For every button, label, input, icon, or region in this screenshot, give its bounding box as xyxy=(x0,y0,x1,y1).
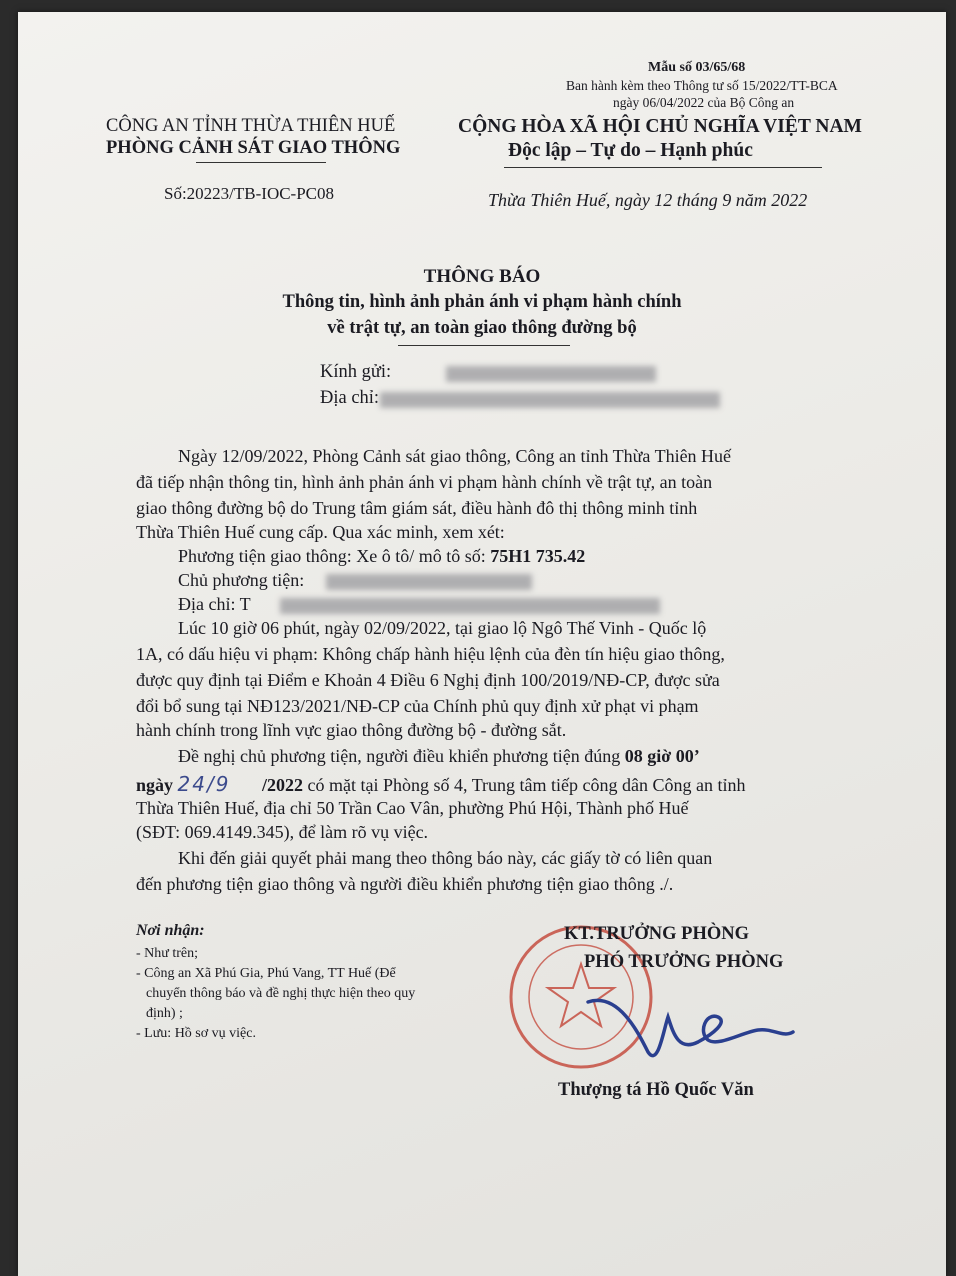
document-number: Số:20223/TB-IOC-PC08 xyxy=(164,184,335,203)
issuing-org-line1: CÔNG AN TỈNH THỪA THIÊN HUẾ xyxy=(106,116,396,136)
form-number: Mẫu số 03/65/68 xyxy=(648,60,746,75)
form-reference-line1: Ban hành kèm theo Thông tư số 15/2022/TT-BCA xyxy=(566,78,838,93)
recipient-label: Kính gửi: xyxy=(320,362,392,382)
receiver-item-1: - Như trên; xyxy=(136,946,199,961)
signature-title-line1: KT.TRƯỞNG PHÒNG xyxy=(564,924,749,944)
org-underline xyxy=(196,162,326,163)
national-motto: Độc lập – Tự do – Hạnh phúc xyxy=(508,140,753,161)
paragraph2-line2: 1A, có dấu hiệu vi phạm: Không chấp hành hiệu lệnh của đèn tín hiệu giao thông, xyxy=(136,644,725,664)
receiver-item-2-line3: định) ; xyxy=(146,1006,183,1021)
recipient-address-label: Địa chỉ: xyxy=(320,388,380,408)
paragraph3-line2-text: có mặt tại Phòng số 4, Trung tâm tiếp công dân Công an tỉnh xyxy=(303,775,746,795)
receivers-title: Nơi nhận: xyxy=(136,922,205,939)
paragraph2-line5: hành chính trong lĩnh vực giao thông đường bộ - đường sắt. xyxy=(136,720,567,740)
paragraph1-line3: giao thông đường bộ do Trung tâm giám sát, điều hành đô thị thông minh tỉnh xyxy=(136,498,698,518)
paragraph3-line1 xyxy=(178,746,700,767)
document-title: THÔNG BÁO xyxy=(423,266,541,287)
vehicle-line xyxy=(178,546,585,567)
redacted-recipient-name xyxy=(446,366,656,382)
receiver-item-3: - Lưu: Hồ sơ vụ việc. xyxy=(136,1026,256,1041)
national-title: CỘNG HÒA XÃ HỘI CHỦ NGHĨA VIỆT NAM xyxy=(458,116,862,137)
owner-label: Chủ phương tiện: xyxy=(178,570,305,590)
paragraph3-line1-text: Đề nghị chủ phương tiện, người điều khiển phương tiện đúng xyxy=(178,746,625,766)
issuing-org-line2: PHÒNG CẢNH SÁT GIAO THÔNG xyxy=(106,138,401,158)
appointment-day-label: ngày xyxy=(136,775,178,795)
paragraph1-line2: đã tiếp nhận thông tin, hình ảnh phản ánh vi phạm hành chính về trật tự, an toàn xyxy=(136,472,713,492)
appointment-time: 08 giờ 00’ xyxy=(624,746,700,766)
handwritten-date: 24/9 xyxy=(177,772,231,796)
handwritten-signature-icon xyxy=(578,972,798,1082)
subtitle-underline xyxy=(398,345,570,346)
vehicle-plate: 75H1 735.42 xyxy=(490,546,586,566)
form-reference-line2: ngày 06/04/2022 của Bộ Công an xyxy=(613,95,795,110)
redacted-owner-address xyxy=(280,598,660,614)
document-subtitle-line2: về trật tự, an toàn giao thông đường bộ xyxy=(327,318,637,338)
paragraph3-line4: (SĐT: 069.4149.345), để làm rõ vụ việc. xyxy=(136,822,429,842)
paragraph2-line4: đổi bổ sung tại NĐ123/2021/NĐ-CP của Chính phủ quy định xử phạt vi phạm xyxy=(136,696,699,716)
appointment-year: /2022 xyxy=(257,775,304,795)
paragraph1-line1: Ngày 12/09/2022, Phòng Cảnh sát giao thông, Công an tỉnh Thừa Thiên Huế xyxy=(178,446,732,466)
paragraph2-line1: Lúc 10 giờ 06 phút, ngày 02/09/2022, tại giao lộ Ngô Thế Vinh - Quốc lộ xyxy=(178,618,707,638)
motto-underline xyxy=(504,167,822,168)
receiver-item-2-line1: - Công an Xã Phú Gia, Phú Vang, TT Huế (Để xyxy=(136,966,396,981)
owner-address-label: Địa chỉ: T xyxy=(178,594,251,614)
paragraph3-line2 xyxy=(136,772,746,796)
signer-name: Thượng tá Hồ Quốc Văn xyxy=(558,1080,754,1100)
place-and-date: Thừa Thiên Huế, ngày 12 tháng 9 năm 2022 xyxy=(488,190,808,210)
paragraph4-line1: Khi đến giải quyết phải mang theo thông báo này, các giấy tờ có liên quan xyxy=(178,848,713,868)
paragraph2-line3: được quy định tại Điểm e Khoản 4 Điều 6 Nghị định 100/2019/NĐ-CP, được sửa xyxy=(136,670,720,690)
vehicle-label: Phương tiện giao thông: Xe ô tô/ mô tô số: xyxy=(178,546,491,566)
paragraph3-line3: Thừa Thiên Huế, địa chỉ 50 Trần Cao Vân, phường Phú Hội, Thành phố Huế xyxy=(136,798,689,818)
receiver-item-2-line2: chuyển thông báo và đề nghị thực hiện theo quy xyxy=(146,986,416,1001)
redacted-owner-name xyxy=(326,574,532,590)
signature-title-line2: PHÓ TRƯỞNG PHÒNG xyxy=(584,952,784,972)
document-subtitle-line1: Thông tin, hình ảnh phản ánh vi phạm hành chính xyxy=(282,292,682,312)
document-page xyxy=(18,12,946,1276)
paragraph4-line2: đến phương tiện giao thông và người điều khiển phương tiện giao thông ./. xyxy=(136,874,674,894)
redacted-recipient-address xyxy=(380,392,720,408)
paragraph1-line4: Thừa Thiên Huế cung cấp. Qua xác minh, xem xét: xyxy=(136,522,505,542)
